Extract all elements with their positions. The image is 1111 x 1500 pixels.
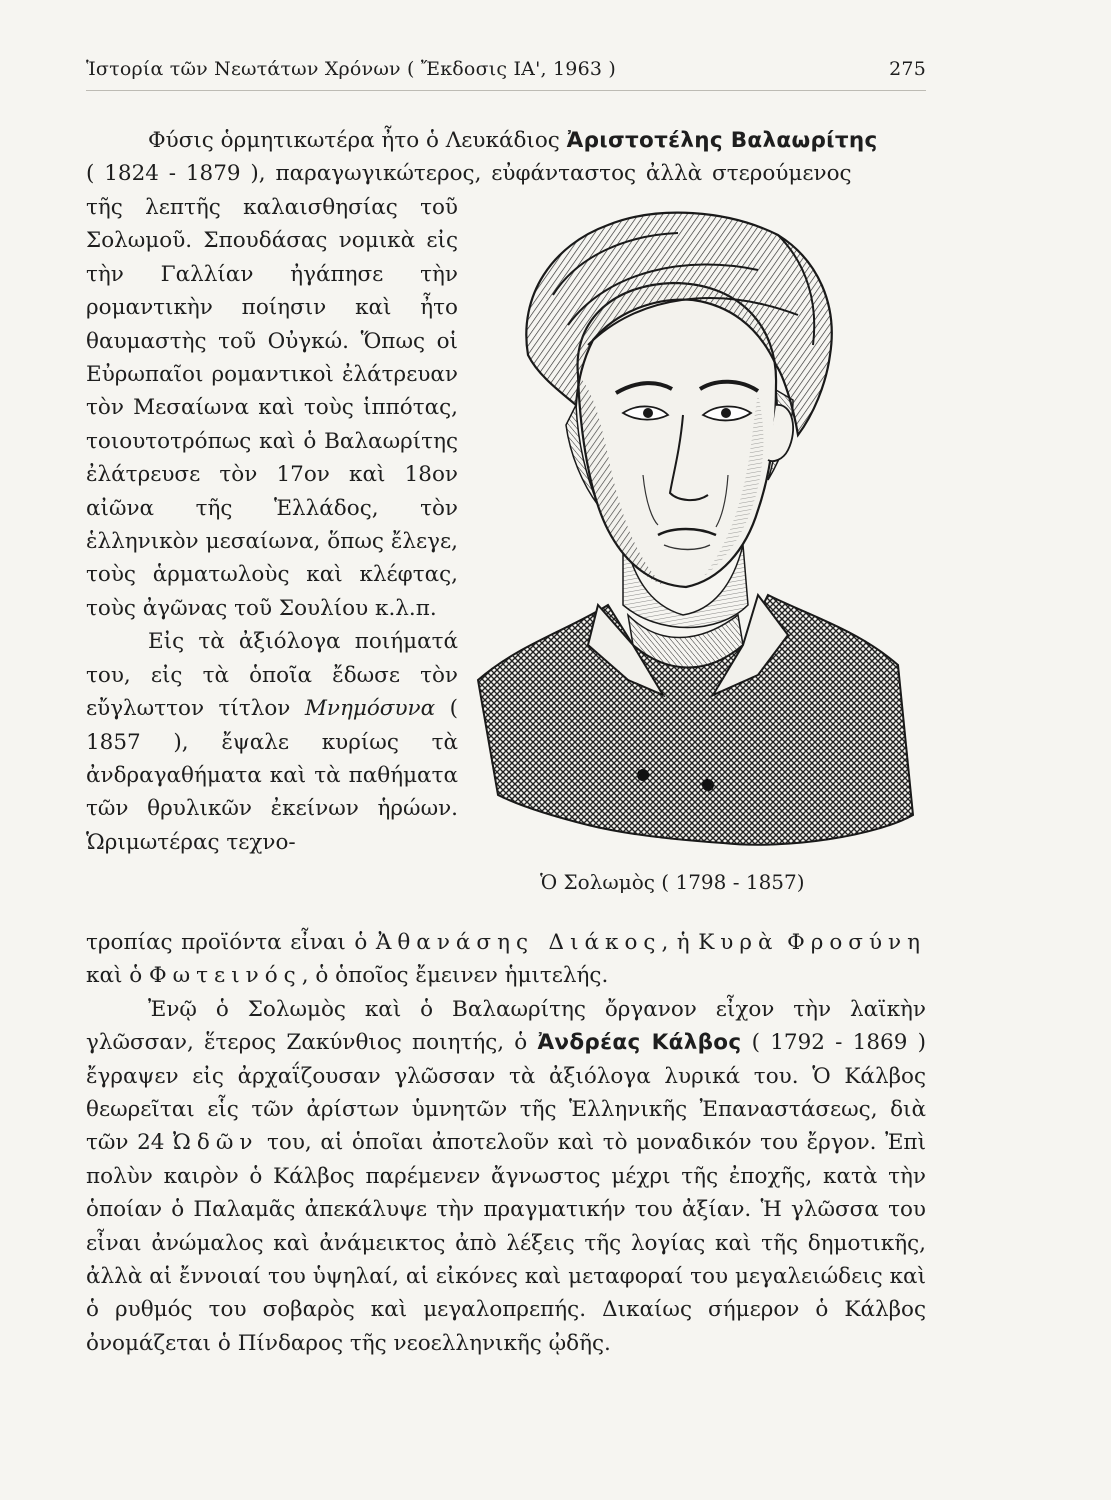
para2-continuation xyxy=(86,926,926,993)
running-title: Ἱστορία τῶν Νεωτάτων Χρόνων ( Ἔκδοσις ΙΑ', 1963 ) xyxy=(86,58,616,80)
title-mnimosyna: Μνημόσυνα xyxy=(304,696,436,722)
para2-line-a-mid: , ἡ xyxy=(661,930,699,955)
work-frosyni: Φροσύνη xyxy=(787,930,926,955)
para3-start: Ἐνῷ ὁ Σολωμὸς καὶ ὁ Βαλαωρίτης ὄργανον εἶχον τὴν λαϊκὴν γλῶσσαν, ἕτερος Ζακύνθιος ποιητής, ὁ xyxy=(86,996,926,1056)
para3 xyxy=(86,993,926,1360)
para2-line-b-end: , ὁ ὁποῖος ἔμεινεν ἡμιτελής. xyxy=(301,963,609,989)
para2-column-text xyxy=(86,625,458,859)
work-kyra: Κυρὰ xyxy=(698,930,779,955)
header-rule xyxy=(86,90,926,91)
para2-rest: ( 1857 ), ἔψαλε κυρίως τὰ ἀνδραγαθήματα καὶ τὰ παθήματα τῶν θρυλικῶν ἐκείνων ἡρώων. Ὡριμωτέρας τεχνο- xyxy=(86,696,458,855)
name-valaoritis: Ἀριστοτέλης Βαλαωρίτης xyxy=(566,128,878,153)
para1-line1 xyxy=(86,124,926,157)
para2-line-b-mid: καὶ ὁ xyxy=(86,963,149,989)
para2-line-a-start: τροπίας προϊόντα εἶναι ὁ xyxy=(86,930,376,955)
para3-mid: ( 1792 - 1869 ) ἔγραψεν εἰς ἀρχαΐζουσαν γλῶσσαν τὰ ἀξιόλογα λυρικά του. Ὁ Κάλβος θεωρεῖται εἷς τῶν ἀρίστων ὑμνητῶν τῆς Ἑλληνικῆς Ἐπαναστάσεως, διὰ τῶν 24 xyxy=(86,1030,926,1156)
work-odon: Ὠδῶν xyxy=(173,1130,259,1156)
name-kalvos: Ἀνδρέας Κάλβος xyxy=(537,1030,742,1056)
left-column xyxy=(86,191,458,859)
para3-rest: του, αἱ ὁποῖαι ἀποτελοῦν καὶ τὸ μοναδικόν του ἔργον. Ἐπὶ πολὺν καιρὸν ὁ Κάλβος παρέμενεν ἄγνωστος μέχρι τῆς ἐποχῆς, κατὰ τὴν ὁποίαν ὁ Παλαμᾶς ἀπεκάλυψε τὴν πραγματικήν του ἀξίαν. Ἡ γλῶσσα του εἶναι ἀνώμαλος καὶ ἀνάμεικτος ἀπὸ λέξεις τῆς λογίας καὶ τῆς δημοτικῆς, ἀλλὰ αἱ ἔννοιαί του ὑψηλαί, αἱ εἰκόνες καὶ μεταφοραί του μεγαλειώδεις καὶ ὁ ρυθμός του σοβαρὸς καὶ μεγαλοπρεπής. Δικαίως σήμερον ὁ Κάλβος ὀνομάζεται ὁ Πίνδαρος τῆς νεοελληνικῆς ᾠδῆς. xyxy=(86,1130,926,1356)
page-number: 275 xyxy=(889,58,926,80)
lower-text xyxy=(86,926,926,1360)
portrait-solomos-engraving xyxy=(458,175,928,865)
work-athanasis-diakos: Ἀθανάσης Διάκος xyxy=(375,930,662,955)
portrait-caption: Ὁ Σολωμὸς ( 1798 - 1857) xyxy=(540,870,805,894)
work-foteinos: Φωτεινός xyxy=(149,963,302,989)
para1-line2: ( 1824 - 1879 ), παραγωγικώτερος, εὐφάνταστος ἀλλὰ στερούμενος xyxy=(86,161,852,186)
para1-line1-text: Φύσις ὁρμητικωτέρα ἦτο ὁ Λευκάδιος xyxy=(148,128,567,153)
para2-start: Εἰς τὰ ἀξιόλογα ποιήματά του, εἰς τὰ ὁποῖα ἔδωσε τὸν εὔγλωττον τίτλον xyxy=(86,629,458,722)
para1-column-text: τῆς λεπτῆς καλαισθησίας τοῦ Σολωμοῦ. Σπουδάσας νομικὰ εἰς τὴν Γαλλίαν ἠγάπησε τὴν ρομαντικὴν ποίησιν καὶ ἦτο θαυμαστὴς τοῦ Οὐγκώ. Ὅπως οἱ Εὐρωπαῖοι ρομαντικοὶ ἐλάτρευαν τὸν Μεσαίωνα καὶ τοὺς ἱππότας, τοιουτοτρόπως καὶ ὁ Βαλαωρίτης ἐλάτρευσε τὸν 17ον καὶ 18ον αἰῶνα τῆς Ἑλλάδος, τὸν ἑλληνικὸν μεσαίωνα, ὅπως ἔλεγε, τοὺς ἁρματωλοὺς καὶ κλέφτας, τοὺς ἀγῶνας τοῦ Σουλίου κ.λ.π. xyxy=(86,195,458,621)
